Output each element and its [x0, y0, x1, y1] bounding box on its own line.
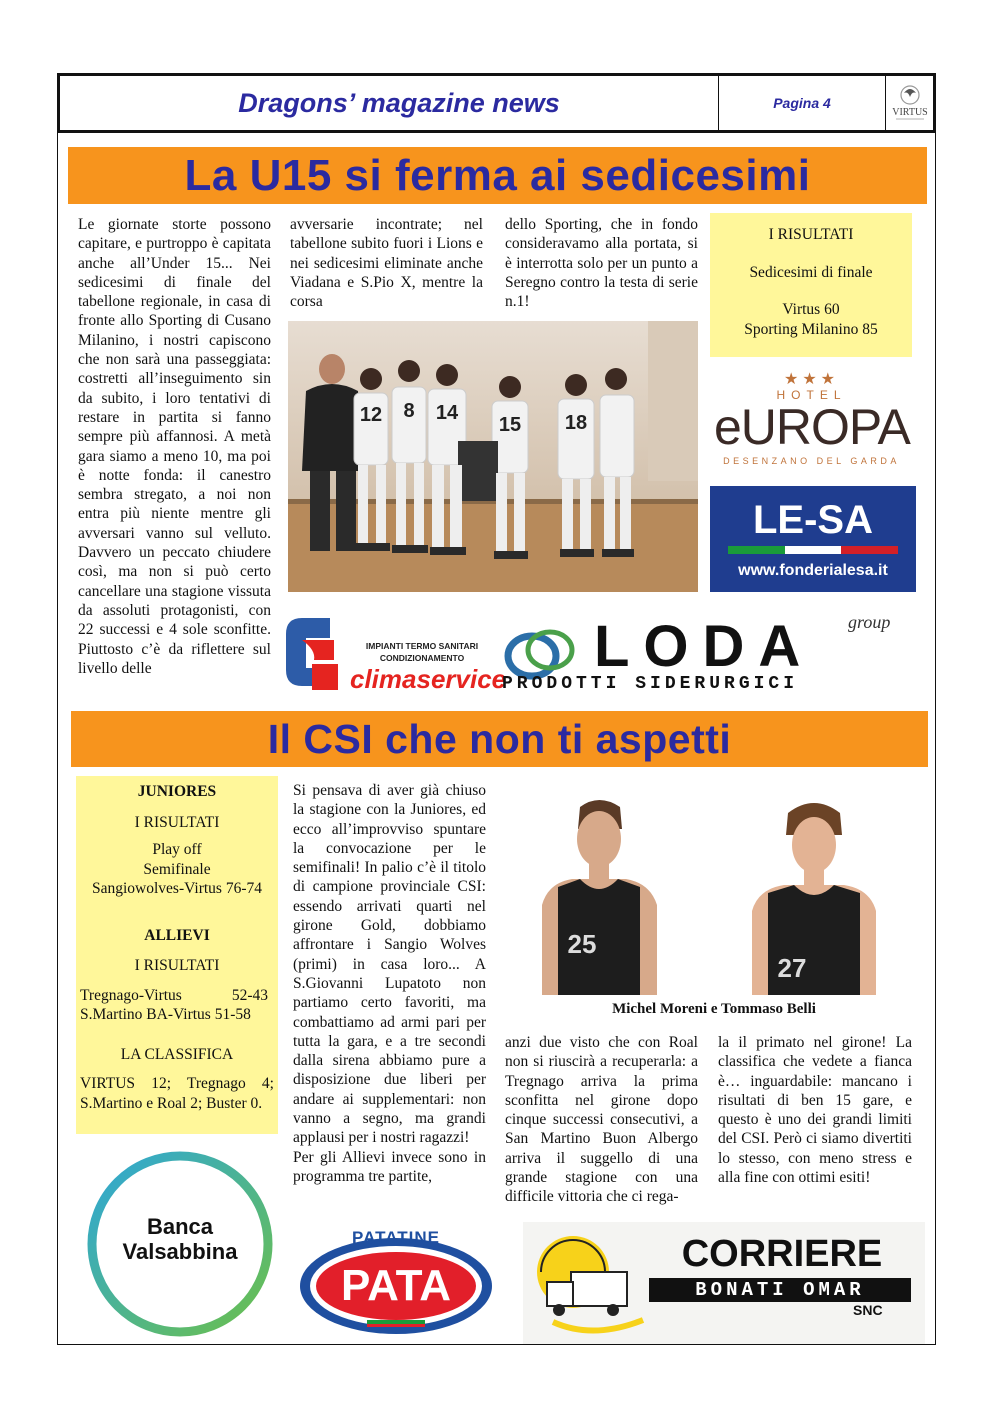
article1-column-1: Le giornate storte possono capitare, e purtroppo è capitata anche all’Under 15... Nei sedicesimi di finale del tabellone regionale, in casa di fronte allo Sporting di Cusano Milanino, i nostri capiscono che non sarà una passeggiata: costretti all’inseguimento sin da subito, i loro tentativi di restare in partita si fanno sempre più affannosi. A metà gara siamo a meno 10, ma poi è notte fonda: il canestro sembra stregato, a noi non entra più niente mentre gli avversari vanno sul velluto. Davvero un peccato chiudere così, ma non si può certo cancellare una stagione vissuta da assoluti protagonisti, con 22 successi e 4 sole sconfitte. Piuttosto c’è da riflettere sul livello delle: [78, 216, 271, 677]
corriere-line-2: BONATI OMAR: [649, 1278, 911, 1302]
svg-text:12: 12: [359, 404, 383, 426]
bank-line-1: Banca: [146, 1214, 214, 1239]
results-round: Sedicesimi di finale: [749, 263, 873, 281]
corriere-bonati-ad[interactable]: [523, 1222, 925, 1344]
headline-banner-2: [71, 711, 928, 767]
player-photo-belli: [752, 795, 876, 995]
article2-column-2: [293, 781, 486, 1186]
headline-banner-1: [68, 147, 927, 204]
loda-name: LODA: [594, 614, 815, 679]
hotel-place: DESENZANO DEL GARDA: [723, 456, 900, 466]
allievi-table-title: LA CLASSIFICA: [120, 1045, 234, 1063]
virtus-dragon-icon: [890, 81, 930, 125]
loda-ad[interactable]: [502, 612, 912, 694]
svg-text:25: 25: [567, 929, 597, 959]
article2-column-2-text-b: Per gli Allievi invece sono in programma tre partite,: [293, 1148, 486, 1185]
svg-text:14: 14: [435, 402, 459, 424]
svg-text:15: 15: [498, 414, 522, 436]
svg-text:18: 18: [564, 412, 588, 434]
allievi-title: ALLIEVI: [144, 926, 210, 944]
juniores-result: Sangiowolves-Virtus 76-74: [92, 880, 262, 897]
page-number-cell: [719, 76, 886, 130]
players-caption: Michel Moreni e Tommaso Belli: [612, 1001, 816, 1017]
team-huddle-photo: [288, 321, 698, 592]
hotel-name: eUROPA: [714, 399, 910, 455]
headline-csi: Il CSI che non ti aspetti: [267, 715, 732, 762]
corriere-line-1: CORRIERE: [681, 1233, 883, 1275]
climaservice-line-2: CONDIZIONAMENTO: [379, 653, 465, 663]
headline-u15: La U15 si ferma ai sedicesimi: [184, 150, 811, 200]
bank-line-2: Valsabbina: [122, 1239, 238, 1264]
player-image-moreni: [542, 795, 657, 995]
svg-text:27: 27: [777, 953, 807, 983]
loda-group: group: [848, 612, 891, 632]
player-image-belli: [752, 795, 876, 995]
corriere-line-3: SNC: [853, 1302, 883, 1318]
magazine-title-cell: [60, 76, 719, 130]
lesa-name: LE-SA: [753, 498, 873, 542]
italian-flag-stripe: [728, 546, 898, 554]
hotel-europa-ad[interactable]: [714, 372, 909, 477]
hotel-stars: ★★★: [783, 371, 840, 388]
svg-text:VIRTUS: VIRTUS: [891, 107, 928, 118]
loda-subtitle: PRODOTTI SIDERURGICI: [502, 674, 799, 694]
allievi-table-text: VIRTUS 12; Tregnago 4; S.Martino e Roal 2; Buster 0.: [80, 1075, 274, 1112]
article2-column-4: la il primato nel girone! La classifica che vedete a fianca è… inguardabile: mancano i risultati di ben 15 gare, e questo è uno dei grandi limiti del CSI. Però ci siamo divertiti lo stesso, con meno stress e alla fine con ottimi esiti!: [718, 1034, 912, 1187]
juniores-phase-1: Play off: [152, 841, 202, 858]
team-huddle-image: [288, 321, 698, 592]
allievi-result-1-score: 52-43: [231, 986, 268, 1004]
allievi-result-2: S.Martino BA-Virtus 51-58: [80, 1006, 251, 1023]
results-title: I RISULTATI: [768, 226, 854, 243]
pata-top-text: PATATINE: [352, 1228, 440, 1247]
pata-name: PATA: [341, 1261, 451, 1310]
results-line-1: Virtus 60: [782, 301, 840, 318]
delivery-truck-icon: [533, 1230, 653, 1340]
pata-ad[interactable]: [297, 1228, 495, 1338]
climaservice-logo-icon: [282, 610, 346, 694]
page-header: [57, 73, 936, 133]
allievi-result-1: [80, 986, 274, 1006]
article2-column-2-text: Si pensava di aver già chiuso la stagione con la Juniores, ed ecco all’improvviso spuntare la convocazione per le semifinali! In palio c’è il titolo di campione provinciale CSI: essendo arrivati quarti nel girone Gold, dobbiamo affrontare i Sangio Wolves (primi) in casa loro... A S.Giovanni Lupatoto non partiamo certo favoriti, ma combattiamo ad armi pari per tutta la gara, e a tre secondi dalla sirena abbiamo pure a disposizione due liberi per andare ai supplementari: non vanno a segno, ma grandi applausi per i nostri ragazzi!: [293, 782, 486, 1147]
allievi-result-1-teams: Tregnago-Virtus: [80, 986, 182, 1004]
virtus-logo: [886, 76, 933, 130]
allievi-results-title: I RISULTATI: [134, 957, 220, 974]
page-number: Pagina 4: [773, 95, 831, 111]
juniores-title: JUNIORES: [137, 783, 217, 800]
player-photo-moreni: [542, 795, 657, 995]
lesa-url: www.fonderialesa.it: [738, 562, 888, 579]
climaservice-line-1: IMPIANTI TERMO SANITARI: [365, 641, 479, 651]
magazine-title: Dragons’ magazine news: [238, 87, 560, 118]
article1-column-3: dello Sporting, che in fondo consideravamo alla portata, si è interrotta solo per un punto a Seregno contro la testa di serie n.1!: [505, 216, 698, 311]
u15-results-box: [710, 213, 912, 357]
juniores-phase-2: Semifinale: [143, 860, 211, 878]
results-line-2: Sporting Milanino 85: [744, 320, 878, 338]
lesa-ad[interactable]: [710, 486, 916, 592]
article2-column-3: anzi due visto che con Roal non si riuscirà a recuperarla: a Tregnago arriva la prima sconfitta nel girone dopo cinque successi consecutivi, a San Martino Buon Albergo arriva il suggello di una grande stagione con una difficile vittoria che ci rega-: [505, 1034, 698, 1206]
climaservice-name: climaservice: [350, 664, 507, 694]
hotel-word: HOTEL: [776, 388, 847, 402]
svg-text:8: 8: [403, 400, 415, 422]
climaservice-ad[interactable]: [282, 610, 507, 695]
article1-column-2: avversarie incontrate; nel tabellone subito fuori i Lions e nei sedicesimi eliminate anche Viadana e S.Pio X, mentre la corsa: [290, 216, 483, 311]
juniores-results-title: I RISULTATI: [134, 813, 220, 831]
banca-valsabbina-ad[interactable]: [86, 1150, 274, 1338]
csi-results-box: [76, 776, 278, 1134]
